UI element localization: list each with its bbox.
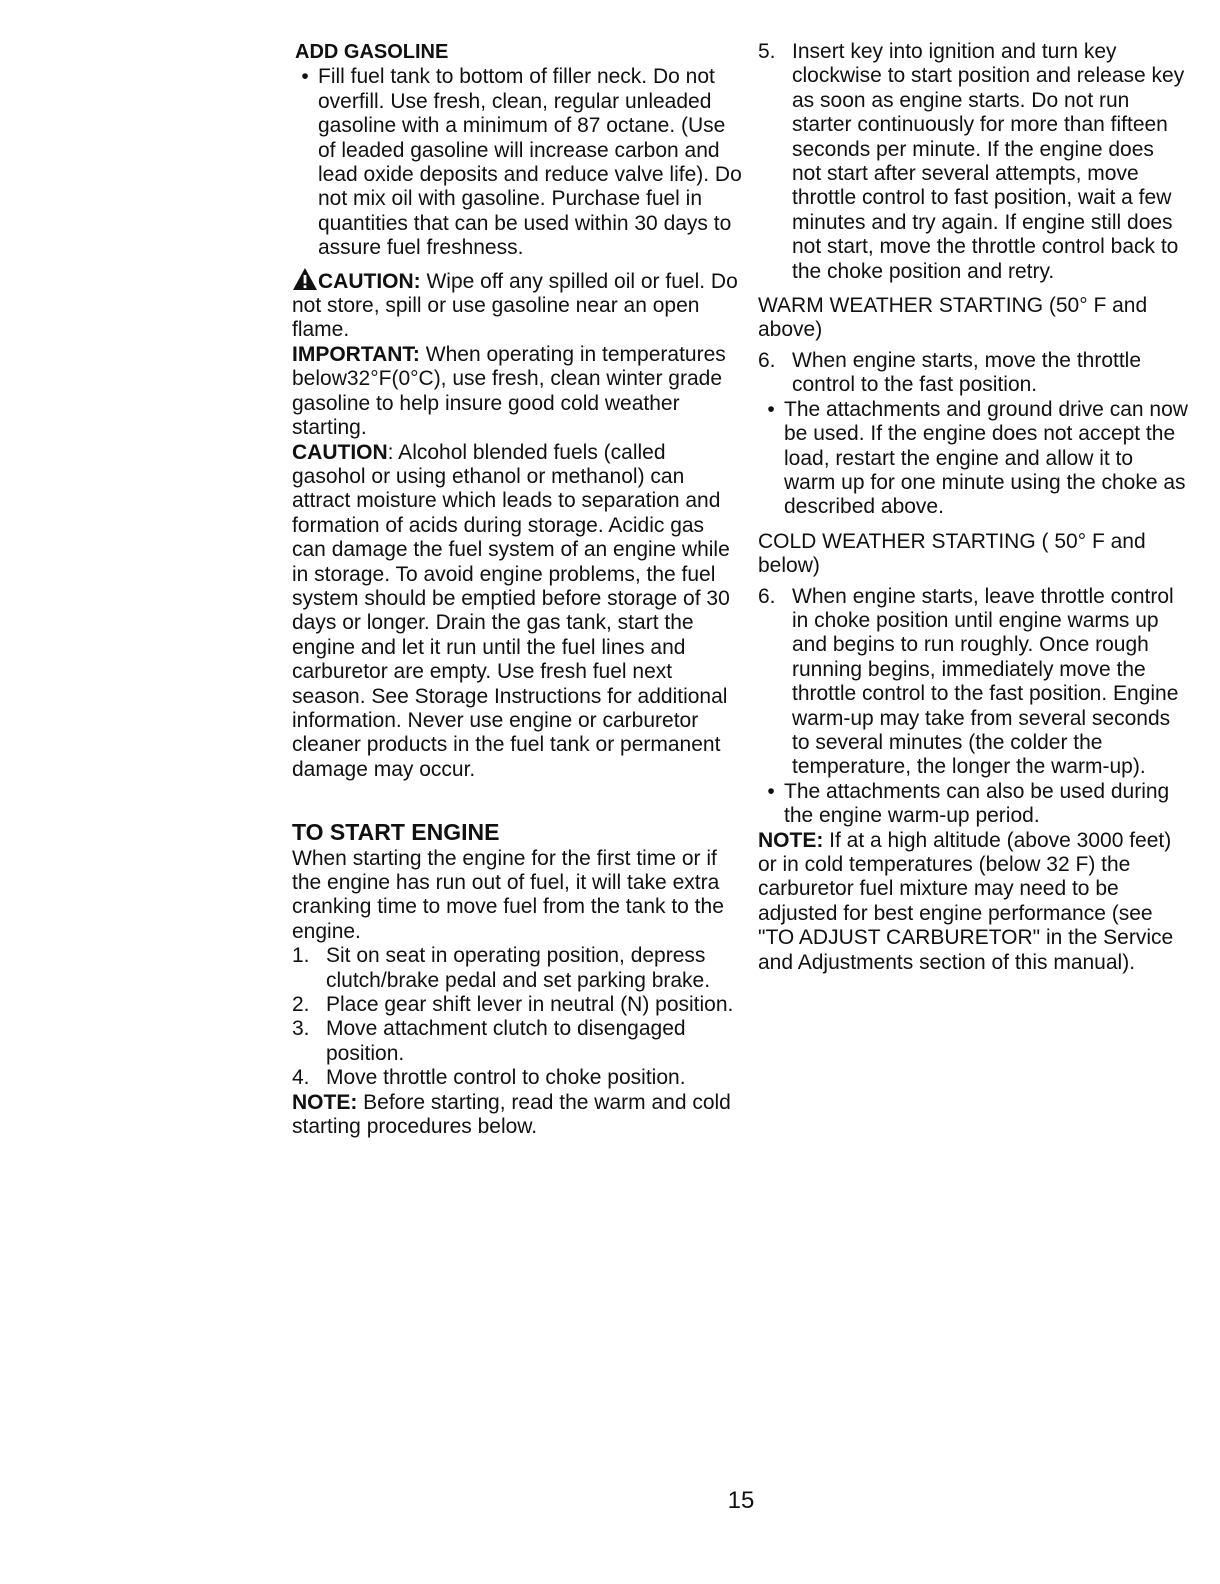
list-item: [758, 780, 1188, 829]
warning-triangle-icon: [292, 267, 318, 291]
step-number: 5.: [758, 40, 776, 63]
caution-paragraph: [292, 267, 742, 343]
list-item: [292, 993, 742, 1017]
caution2-label: CAUTION: [292, 440, 388, 464]
step-number: 1.: [292, 944, 310, 968]
note-label: NOTE:: [292, 1090, 358, 1114]
step-text: Place gear shift lever in neutral (N) position.: [326, 993, 734, 1017]
note-text: If at a high altitude (above 3000 feet) or in cold temperatures (below 32 F) the carburetor fuel mixture may need to be adjusted for best engine performance (see "TO ADJUST CARBURETOR" in the Service and Adjustments section of this manual).: [758, 828, 1174, 974]
bullet-mark: •: [767, 779, 775, 803]
step-number: 2.: [292, 993, 310, 1017]
bullet-mark: •: [767, 397, 775, 421]
step-text: Insert key into ignition and turn key clockwise to start position and release key as soon as engine starts. Do not run starter continuously for more than fifteen seconds per minute. If the engine does not start after several attempts, move throttle control to fast position, wait a few minutes and try again. If engine still does not start, move the throttle control back to the choke position and retry.: [792, 40, 1185, 283]
bullet-mark: •: [301, 65, 309, 89]
important-paragraph: [292, 343, 742, 441]
note-label: NOTE:: [758, 828, 824, 852]
list-item: [758, 398, 1188, 520]
page-number: [0, 1487, 1220, 1515]
cold-weather-heading: COLD WEATHER STARTING ( 50° F and below): [758, 529, 1146, 578]
fill-fuel-text: Fill fuel tank to bottom of filler neck. Do not overfill. Use fresh, clean, regular unleaded gasoline with a minimum of 87 octane. (Use of leaded gasoline will increase carbon and lead oxide deposits and reduce valve life). Do not mix oil with gasoline. Purchase fuel in quantities that can be used within 30 days to assure fuel freshness.: [318, 65, 742, 260]
list-item: [758, 585, 1188, 780]
alcohol-caution-paragraph: [292, 441, 742, 783]
altitude-note-paragraph: [758, 829, 1188, 975]
left-column: [292, 40, 742, 1139]
caution2-text: : Alcohol blended fuels (called gasohol or using ethanol or methanol) can attract moisture which leads to separation and formation of acids during storage. Acidic gas can damage the fuel system of an engine while in storage. To avoid engine problems, the fuel system should be emptied before storage of 30 days or longer. Drain the gas tank, start the engine and let it run until the fuel lines and carburetor are empty. Use fresh fuel next season. See Storage Instructions for additional information. Never use engine or carburetor cleaner products in the fuel tank or permanent damage may occur.: [292, 440, 730, 781]
step-text: Move attachment clutch to disengaged position.: [326, 1017, 686, 1065]
step-text: When engine starts, move the throttle control to the fast position.: [792, 348, 1142, 397]
right-column: [758, 40, 1188, 975]
step-number: 6.: [758, 348, 776, 372]
start-engine-heading: TO START ENGINE: [292, 819, 500, 846]
step-number: 4.: [292, 1066, 310, 1090]
add-gasoline-heading: ADD GASOLINE: [295, 41, 449, 63]
step-text: Sit on seat in operating position, depress clutch/brake pedal and set parking brake.: [326, 944, 711, 992]
warm-weather-heading: WARM WEATHER STARTING (50° F and above): [758, 294, 1148, 342]
important-label: IMPORTANT:: [292, 342, 420, 366]
list-item: [758, 349, 1188, 398]
step-number: 3.: [292, 1017, 310, 1041]
step-number: 6.: [758, 584, 776, 608]
caution-text: Wipe off any spilled oil or fuel. Do not store, spill or use gasoline near an open flame.: [292, 269, 738, 342]
step-text: When engine starts, leave throttle control in choke position until engine warms up and begins to run roughly. Once rough running begins, immediately move the throttle control to the fast position. Engine warm-up may take from several seconds to several minutes (the colder the temperature, the longer the warm-up).: [792, 584, 1179, 779]
step-text: Move throttle control to choke position.: [326, 1066, 686, 1090]
list-item: [292, 1017, 742, 1066]
caution-label: CAUTION:: [318, 269, 421, 293]
list-item: [292, 65, 742, 260]
list-item: [758, 40, 1188, 284]
start-engine-intro: When starting the engine for the first time or if the engine has run out of fuel, it will take extra cranking time to move fuel from the tank to the engine.: [292, 846, 724, 943]
list-item: [292, 1066, 742, 1090]
important-text: When operating in temperatures below32°F(0°C), use fresh, clean winter grade gasoline to help insure good cold weather starting.: [292, 342, 726, 440]
note-text: Before starting, read the warm and cold starting procedures below.: [292, 1090, 731, 1139]
list-item: [292, 944, 742, 993]
warm-bullet-text: The attachments and ground drive can now be used. If the engine does not accept the load, restart the engine and allow it to warm up for one minute using the choke as described above.: [784, 397, 1188, 519]
cold-bullet-text: The attachments can also be used during the engine warm-up period.: [784, 779, 1170, 828]
page-number-text: 15: [727, 1487, 755, 1514]
start-note-paragraph: [292, 1091, 742, 1140]
